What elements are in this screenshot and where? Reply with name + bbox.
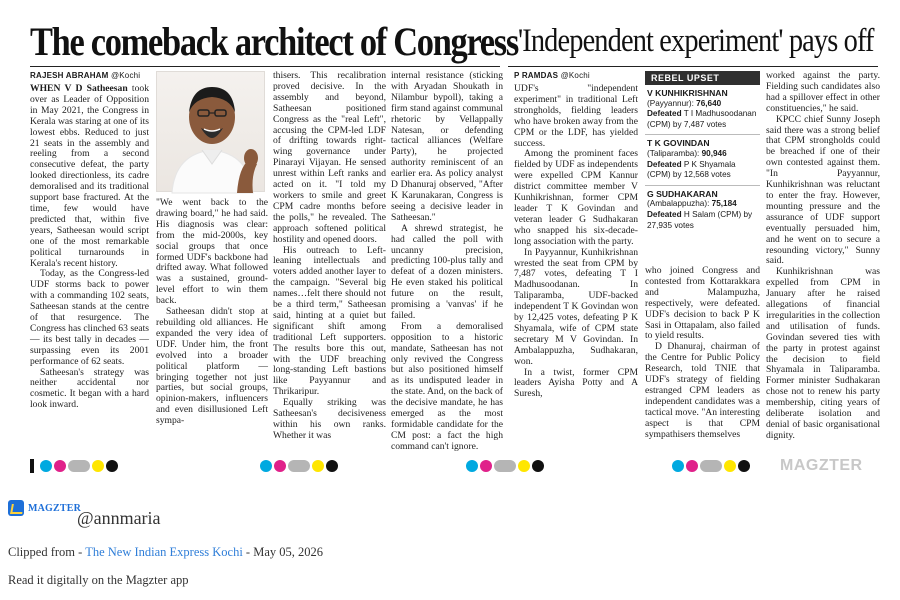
rebel-entry [645,85,760,135]
black-swatch [326,460,338,472]
rebel-entry [645,135,760,185]
article-right-col-3 [766,71,880,444]
paragraph [30,84,149,269]
byline-right-name: P RAMDAS [514,71,559,80]
paragraph: internal resistance (sticking with Aryadan Shoukath in Nilambur bypoll), taking a firm stand against communal rhetoric by Vellappally Natesan, or defending tactical alliances (Welfare Party), he projected authority reminiscent of an earlier era. As policy analyst D Dhanuraj observed, "After K Karunakaran, Congress is seeing a decisive leader in Satheesan." [391,70,503,223]
paragraph: D Dhanuraj, chairman of the Centre for Public Policy Research, told TNIE that UDF's strategy of fielding estranged CPM leaders as independent candidates was a tactical move. "An interesting aspect is that CPM sympathisers themselves [645,341,760,440]
paragraph: Among the prominent faces fielded by UDF as independents were expelled CPM Kannur district committee member V Kunhikrishnan, former CPM leader T K Govindan and veteran leader G Sudhakaran who snapped his six-decade-long association with the party. [514,148,638,247]
article-left-col-2 [156,198,268,444]
candidate-name: G SUDHAKARAN [647,188,718,199]
magenta-swatch [686,460,698,472]
paragraph: From a demoralised opposition to a historic mandate, Satheesan has not only revived the Congress but also positioned himself as its undisputed leader in the state. And, on the back of the decisive mandate, he has emerged as the most formidable candidate for the CM post: a fact the high command can't ignore. [391,320,503,452]
headline-left: The comeback architect of Congress [30,19,518,64]
rule-right [508,66,878,67]
registration-bar [30,459,34,473]
black-swatch [532,460,544,472]
lead-in: WHEN V D Satheesan [30,83,128,94]
gray-swatch [700,460,722,472]
paragraph: Equally striking was Satheesan's decisiveness within his own ranks. Whether it was [273,397,386,441]
clipped-date: - May 05, 2026 [242,545,323,559]
brand-name: MAGZTER [28,502,82,514]
yellow-swatch [92,460,104,472]
paragraph: Today, as the Congress-led UDF storms back to power with a commanding 102 seats, Satheesan stands at the centre of that resurgence. The Congress has clinched 63 seats — its best tally in decades — surpassing even its 2001 performance of 62 seats. [30,268,149,367]
paragraph: "We went back to the drawing board," he had said. His diagnosis was clear: from the mid-2000s, key social groups that once formed UDF's backbone had drifted away. What followed was a sustained, ground-level effort to win them back. [156,197,268,307]
defeated-opponent: H Salam (CPM) by 27,935 votes [647,209,753,230]
paragraph: who joined Congress and contested from Kottarakkara and Malampuzha, respectively, were defeated. UDF's decision to back P K Sasi in Ottapalam, also failed to yield results. [645,265,760,342]
magzter-brand[interactable] [8,500,81,516]
rule-left [30,66,500,67]
black-swatch [738,460,750,472]
paragraph: Satheesan's strategy was neither accidental nor cosmetic. It began with a hard look inward. [30,366,149,411]
magzter-logo-icon [8,500,24,516]
cyan-swatch [466,460,478,472]
article-left-col-4 [391,70,503,452]
magenta-swatch [274,460,286,472]
yellow-swatch [312,460,324,472]
paragraph: UDF's "independent experiment" in traditional Left strongholds, fielding leaders who have broken away from the CPM or the LDF, has yielded success. [514,83,638,149]
gray-swatch [68,460,90,472]
defeated-label: Defeated [647,209,682,219]
paragraph: His outreach to Left-leaning intellectuals and voters added another layer to the campaign. "Several big names…felt there should not be a third term," Satheesan said, hinting at a quiet but significant shift among traditional Left supporters. The results bore this out, with the UDF breaching long-standing Left bastions like Payyannur and Thrikaripur. [273,244,386,398]
paragraph: thisers. This recalibration proved decisive. In the assembly and beyond, Satheesan positioned Congress as the "real Left", accusing the CPM-led LDF of drifting towards right-wing governance under Pinarayi Vijayan. He sensed unrest within Left ranks and acted on it. "I told my workers to smile and greet CPM cadre months before the polls," he revealed. The approach softened political hostility and opened doors. [273,70,386,245]
yellow-swatch [518,460,530,472]
paragraph-text: took over as Leader of Opposition in May 2021, the Congress in Kerala was staring at one of its lowest ebbs. Reduced to just 21 seats in the assembly and reeling from a second consecutive defeat, the party looked directionless, its cadre demoralised and its traditional support base fractured. At the time, few would have predicted that, within five years, Satheesan would script one of the most remarkable political turnarounds in Kerala's recent history. [30,83,149,269]
article-right-col-1 [514,84,638,444]
paragraph: worked against the party. Fielding such candidates also had a spillover effect in other constituencies," he said. [766,70,880,114]
candidate-seat: (Taliparamba): [647,148,700,158]
magenta-swatch [54,460,66,472]
paragraph: KPCC chief Sunny Joseph said there was a strong belief that CPM strongholds could be breached if one of their own contested against them. "In Payyannur, Kunhikrishnan was reluctant to enter the fray. However, mounting pressure and the assurance of UDF support eventually persuaded him, and he went on to secure a resounding victory," Sunny said. [766,113,880,267]
cyan-swatch [672,460,684,472]
byline-left [30,71,140,80]
registration-marks [672,457,750,475]
candidate-seat: (Ambalappuzha): [647,199,710,209]
portrait-illustration [157,72,266,193]
read-digitally-line: Read it digitally on the Magzter app [8,573,189,587]
rebel-upset-box [645,71,760,235]
candidate-seat: (Payyannur): [647,98,694,108]
rebel-entry [645,186,760,235]
candidate-votes: 90,946 [701,148,727,158]
yellow-swatch [724,460,736,472]
registration-marks [260,457,338,475]
user-handle[interactable]: @annmaria [77,508,161,528]
registration-marks [466,457,544,475]
candidate-votes: 75,184 [711,199,737,209]
paragraph: In Payyannur, Kunhikrishnan wrested the seat from CPM by 7,487 votes, defeating T I Madhusoodanan. In Taliparamba, UDF-backed independent T K Govindan won by 12,425 votes, defeating P K Shyamala, wife of CPM state secretary M V Govindan. In Ambalappuzha, Sudhakaran, won. [514,246,638,367]
byline-left-loc: @Kochi [110,71,141,80]
cyan-swatch [40,460,52,472]
byline-left-name: RAJESH ABRAHAM [30,71,109,80]
clipped-from-line [8,545,323,560]
headline-right: 'Independent experiment' pays off [518,23,874,59]
defeated-opponent: P K Shyamala (CPM) by 12,568 votes [647,159,736,180]
paragraph: In a twist, former CPM leaders Ayisha Potty and A Suresh, [514,366,638,400]
article-right-col-2 [645,266,760,444]
defeated-label: Defeated [647,159,682,169]
article-left-col-1 [30,84,149,444]
paragraph: Satheesan didn't stop at rebuilding old alliances. He expanded the very idea of UDF. Under him, the front evolved into a broader political platform — bringing together not just parties, but social groups, opinion-makers, influencers and even disillusioned Left sympa- [156,306,268,427]
candidate-name: T K GOVINDAN [647,138,710,149]
candidate-name: V KUNHIKRISHNAN [647,88,728,98]
black-swatch [106,460,118,472]
byline-right-loc: @Kochi [560,71,590,80]
gray-swatch [494,460,516,472]
clipped-prefix: Clipped from - [8,545,86,559]
publication-link[interactable]: The New Indian Express Kochi [85,545,243,559]
registration-marks [30,457,118,475]
defeated-opponent: T I Madhusoodanan (CPM) by 7,487 votes [647,109,757,129]
rebel-box-title: REBEL UPSET [645,71,760,85]
candidate-votes: 76,640 [696,98,722,108]
byline-right [514,71,590,80]
gray-swatch [288,460,310,472]
defeated-label: Defeated [647,109,682,119]
magzter-watermark: MAGZTER [780,457,863,474]
magenta-swatch [480,460,492,472]
article-left-col-3 [273,71,386,444]
paragraph: A shrewd strategist, he had called the poll with uncanny precision, predicting 100-plus tally and defeat of a dozen ministers. He even staked his political future on the result, promising a 'vanvas' if he failed. [391,222,503,321]
cyan-swatch [260,460,272,472]
paragraph: Kunhikrishnan was expelled from CPM in January after he raised allegations of financial irregularities in the collection and utilisation of funds. Govindan severed ties with the party in protest against the decision to field Shyamala in Taliparamba. Former minister Sudhakaran chose not to renew his party membership, citing years of deliberate isolation and denial of basic organisational dignity. [766,266,880,441]
satheesan-photo [156,71,265,192]
